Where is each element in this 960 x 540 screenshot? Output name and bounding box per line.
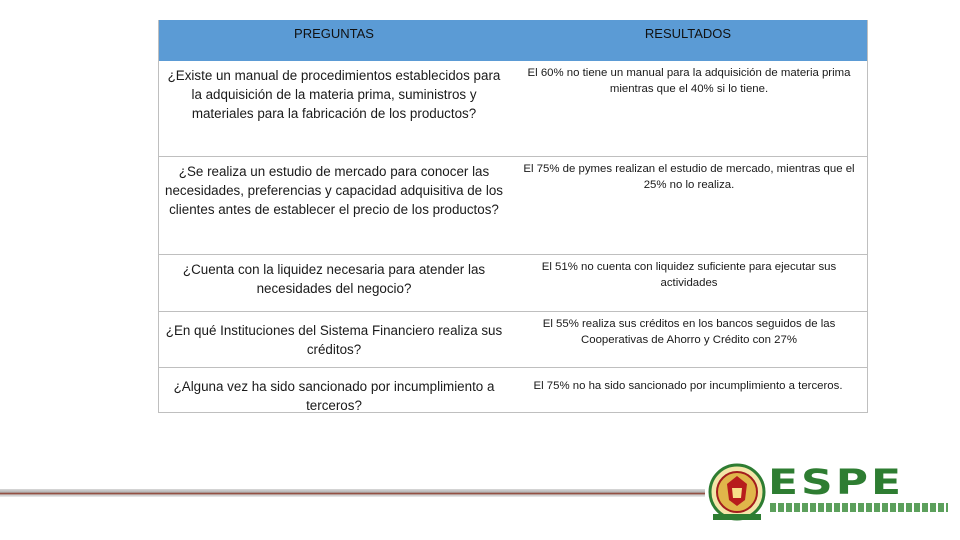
question-cell: ¿Cuenta con la liquidez necesaria para atender las necesidades del negocio? [182,262,486,296]
results-table [158,20,868,413]
result-cell: El 75% de pymes realizan el estudio de mercado, mientras que el 25% no lo realiza. [523,163,855,191]
result-cell: El 51% no cuenta con liquidez suficiente para ejecutar sus actividades [541,261,837,289]
table-row [159,368,867,412]
table-row [159,255,867,312]
question-cell: ¿Existe un manual de procedimientos establecidos para la adquisición de la materia prima, suministros y materiales para la fabricación de los productos? [167,68,501,121]
result-cell: El 55% realiza sus créditos en los bancos seguidos de las Cooperativas de Ahorro y Crédito con 27% [542,318,836,346]
header-questions: PREGUNTAS [294,26,374,41]
header-results: RESULTADOS [644,26,732,41]
logo-tagline-bar [770,503,948,512]
result-cell: El 60% no tiene un manual para la adquisición de materia prima mientras que el 40% si lo tiene. [527,67,851,95]
table-row [159,157,867,255]
table-row [159,312,867,368]
question-cell: ¿Se realiza un estudio de mercado para conocer las necesidades, preferencias y capacidad adquisitiva de los clientes antes de establecer el precio de los productos? [165,164,503,217]
question-cell: ¿En qué Instituciones del Sistema Financiero realiza sus créditos? [165,323,503,357]
table-row [159,61,867,157]
espe-logo-text: ESPE [768,463,905,503]
table-header [159,20,867,61]
result-cell: El 75% no ha sido sancionado por incumplimiento a terceros. [533,380,843,392]
question-cell: ¿Alguna vez ha sido sancionado por incumplimiento a terceros? [173,379,495,413]
footer-divider [0,489,705,497]
